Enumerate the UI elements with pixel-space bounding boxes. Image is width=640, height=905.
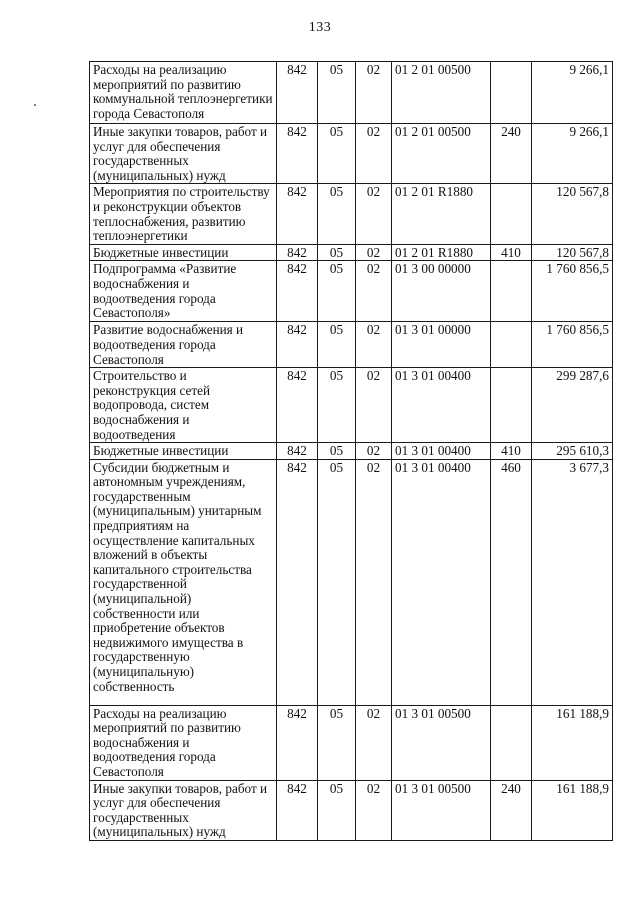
cell-ministry-code: 842 [277, 261, 318, 322]
cell-expense-type [491, 62, 532, 124]
table-row [90, 705, 613, 780]
cell-target-article: 01 3 01 00500 [392, 780, 491, 840]
table-row [90, 244, 613, 261]
cell-section-code: 05 [318, 705, 356, 780]
cell-target-article: 01 3 01 00400 [392, 459, 491, 705]
cell-target-article: 01 3 01 00000 [392, 322, 491, 368]
cell-target-article: 01 3 01 00500 [392, 705, 491, 780]
cell-amount: 1 760 856,5 [532, 261, 613, 322]
table-row [90, 443, 613, 460]
cell-amount: 161 188,9 [532, 780, 613, 840]
page-number: 133 [308, 20, 332, 35]
scan-speck [34, 104, 36, 106]
cell-target-article: 01 3 00 00000 [392, 261, 491, 322]
cell-section-code: 05 [318, 459, 356, 705]
cell-section-code: 05 [318, 244, 356, 261]
cell-subsection-code: 02 [356, 261, 392, 322]
cell-amount: 120 567,8 [532, 244, 613, 261]
cell-subsection-code: 02 [356, 368, 392, 443]
cell-section-code: 05 [318, 184, 356, 244]
cell-subsection-code: 02 [356, 705, 392, 780]
cell-ministry-code: 842 [277, 443, 318, 460]
cell-section-code: 05 [318, 124, 356, 184]
cell-name: Расходы на реализацию мероприятий по развитию коммунальной теплоэнергетики города Севастополя [90, 62, 277, 124]
cell-amount: 9 266,1 [532, 124, 613, 184]
cell-expense-type: 410 [491, 244, 532, 261]
cell-expense-type: 460 [491, 459, 532, 705]
cell-subsection-code: 02 [356, 62, 392, 124]
table-row [90, 368, 613, 443]
cell-ministry-code: 842 [277, 184, 318, 244]
cell-amount: 161 188,9 [532, 705, 613, 780]
cell-amount: 299 287,6 [532, 368, 613, 443]
cell-section-code: 05 [318, 261, 356, 322]
cell-name: Субсидии бюджетным и автономным учреждениям, государственным (муниципальным) унитарным предприятиям на осуществление капитальных вложений в объекты капитального строительства государственной (муниципальной) собственности или приобретение объектов недвижимого имущества в государственную (муниципальную) собственность [90, 459, 277, 705]
cell-target-article: 01 2 01 00500 [392, 124, 491, 184]
cell-ministry-code: 842 [277, 780, 318, 840]
table-row [90, 261, 613, 322]
cell-ministry-code: 842 [277, 244, 318, 261]
cell-subsection-code: 02 [356, 244, 392, 261]
table-row [90, 184, 613, 244]
cell-amount: 120 567,8 [532, 184, 613, 244]
cell-subsection-code: 02 [356, 184, 392, 244]
cell-name: Мероприятия по строительству и реконструкции объектов теплоснабжения, развитию теплоэнергетики [90, 184, 277, 244]
cell-target-article: 01 2 01 R1880 [392, 244, 491, 261]
cell-target-article: 01 2 01 R1880 [392, 184, 491, 244]
cell-expense-type: 410 [491, 443, 532, 460]
cell-ministry-code: 842 [277, 62, 318, 124]
cell-amount: 3 677,3 [532, 459, 613, 705]
cell-ministry-code: 842 [277, 322, 318, 368]
cell-expense-type: 240 [491, 124, 532, 184]
table-row [90, 62, 613, 124]
cell-subsection-code: 02 [356, 443, 392, 460]
cell-ministry-code: 842 [277, 705, 318, 780]
cell-expense-type: 240 [491, 780, 532, 840]
cell-subsection-code: 02 [356, 322, 392, 368]
cell-expense-type [491, 368, 532, 443]
cell-subsection-code: 02 [356, 459, 392, 705]
cell-name: Иные закупки товаров, работ и услуг для обеспечения государственных (муниципальных) нужд [90, 124, 277, 184]
cell-expense-type [491, 322, 532, 368]
cell-expense-type [491, 184, 532, 244]
cell-expense-type [491, 705, 532, 780]
cell-name: Иные закупки товаров, работ и услуг для обеспечения государственных (муниципальных) нужд [90, 780, 277, 840]
cell-expense-type [491, 261, 532, 322]
cell-name: Развитие водоснабжения и водоотведения города Севастополя [90, 322, 277, 368]
cell-ministry-code: 842 [277, 368, 318, 443]
cell-section-code: 05 [318, 443, 356, 460]
budget-table [89, 61, 613, 841]
cell-amount: 295 610,3 [532, 443, 613, 460]
cell-section-code: 05 [318, 780, 356, 840]
cell-name: Расходы на реализацию мероприятий по развитию водоснабжения и водоотведения города Севастополя [90, 705, 277, 780]
cell-target-article: 01 3 01 00400 [392, 443, 491, 460]
table-row [90, 780, 613, 840]
table-row [90, 124, 613, 184]
table-row [90, 459, 613, 705]
cell-amount: 9 266,1 [532, 62, 613, 124]
table-row [90, 322, 613, 368]
cell-name: Бюджетные инвестиции [90, 244, 277, 261]
cell-amount: 1 760 856,5 [532, 322, 613, 368]
cell-ministry-code: 842 [277, 459, 318, 705]
cell-subsection-code: 02 [356, 124, 392, 184]
cell-section-code: 05 [318, 62, 356, 124]
cell-section-code: 05 [318, 368, 356, 443]
cell-name: Подпрограмма «Развитие водоснабжения и водоотведения города Севастополя» [90, 261, 277, 322]
cell-section-code: 05 [318, 322, 356, 368]
cell-name: Бюджетные инвестиции [90, 443, 277, 460]
cell-subsection-code: 02 [356, 780, 392, 840]
cell-name: Строительство и реконструкция сетей водопровода, систем водоснабжения и водоотведения [90, 368, 277, 443]
cell-target-article: 01 2 01 00500 [392, 62, 491, 124]
cell-target-article: 01 3 01 00400 [392, 368, 491, 443]
cell-ministry-code: 842 [277, 124, 318, 184]
budget-table-body [90, 62, 613, 841]
